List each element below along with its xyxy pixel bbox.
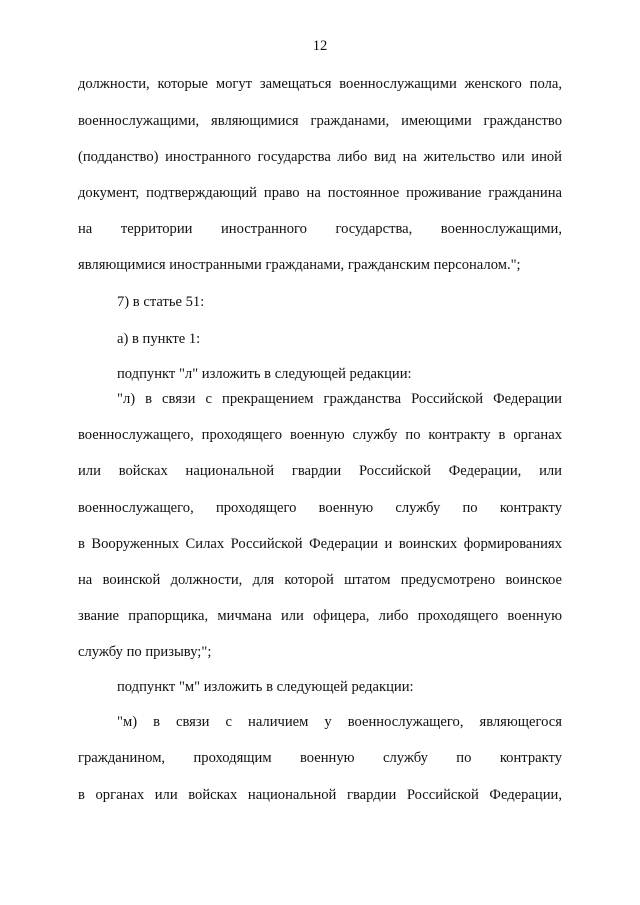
text-line: звание прапорщика, мичмана или офицера, либо проходящего военную	[78, 608, 562, 624]
text-line: на воинской должности, для которой штатом предусмотрено воинское	[78, 572, 562, 588]
text-line: на территории иностранного государства, военнослужащими,	[78, 221, 562, 237]
text-line: (подданство) иностранного государства либо вид на жительство или иной	[78, 149, 562, 165]
text-line: или войсках национальной гвардии Российской Федерации, или	[78, 463, 562, 479]
text-line: в органах или войсках национальной гвардии Российской Федерации,	[78, 787, 562, 803]
subparagraph-heading: подпункт "м" изложить в следующей редакции:	[117, 679, 414, 695]
text-line: военнослужащего, проходящего военную службу по контракту	[78, 500, 562, 516]
text-line: являющимися иностранными гражданами, гражданским персоналом.";	[78, 257, 521, 273]
text-line: "л) в связи с прекращением гражданства Российской Федерации	[117, 391, 562, 407]
text-line: гражданином, проходящим военную службу по контракту	[78, 750, 562, 766]
text-line: должности, которые могут замещаться военнослужащими женского пола,	[78, 76, 562, 92]
text-line: документ, подтверждающий право на постоянное проживание гражданина	[78, 185, 562, 201]
subparagraph-heading: подпункт "л" изложить в следующей редакции:	[117, 366, 412, 382]
text-line: службу по призыву;";	[78, 644, 212, 660]
text-line: "м) в связи с наличием у военнослужащего, являющегося	[117, 714, 562, 730]
text-line: в Вооруженных Силах Российской Федерации и воинских формированиях	[78, 536, 562, 552]
text-line: военнослужащими, являющимися гражданами, имеющими гражданство	[78, 113, 562, 129]
page-number: 12	[312, 38, 328, 54]
text-line: военнослужащего, проходящего военную службу по контракту в органах	[78, 427, 562, 443]
list-item-heading: 7) в статье 51:	[117, 294, 205, 310]
list-item-heading: а) в пункте 1:	[117, 331, 201, 347]
